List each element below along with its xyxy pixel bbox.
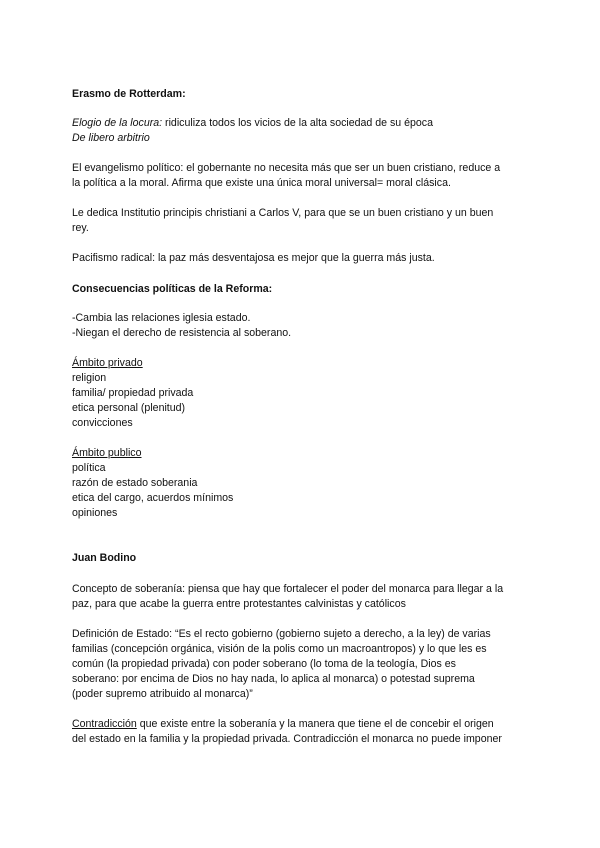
definicion-line-5: (poder supremo atribuido al monarca)” — [72, 688, 253, 700]
definicion-line-1: Definición de Estado: “Es el recto gobierno (gobierno sujeto a derecho, a la ley) de varias — [72, 628, 491, 640]
dedica-line-2: rey. — [72, 222, 89, 234]
definicion-line-2: familias (concepción orgánica, visión de la polis como un macroantropos) y lo que les es — [72, 643, 487, 655]
soberania-line-2: paz, para que acabe la guerra entre protestantes calvinistas y católicos — [72, 598, 406, 610]
publico-item: opiniones — [72, 507, 118, 519]
dedica-line-1: Le dedica Institutio principis christiani a Carlos V, para que se un buen cristiano y un buen — [72, 207, 494, 219]
privado-item: etica personal (plenitud) — [72, 402, 186, 414]
libero-title: De libero arbitrio — [72, 132, 150, 144]
privado-item: convicciones — [72, 417, 133, 429]
pacifismo-line: Pacifismo radical: la paz más desventajosa es mejor que la guerra más justa. — [72, 252, 435, 264]
evangelismo-line-2: la política a la moral. Afirma que existe una única moral universal= moral clásica. — [72, 177, 451, 189]
definicion-line-4: soberano: por encima de Dios no hay nada, lo aplica al monarca) o potestad suprema — [72, 673, 475, 685]
contradiccion-rest: que existe entre la soberanía y la manera que tiene el de concebir el origen — [136, 718, 494, 730]
publico-title: Ámbito publico — [72, 447, 142, 459]
reforma-point-2: -Niegan el derecho de resistencia al soberano. — [72, 327, 292, 339]
contradiccion-line-2: del estado en la familia y la propiedad privada. Contradicción el monarca no puede imponer — [72, 733, 502, 745]
definicion-line-3: común (la propiedad privada) con poder soberano (lo toma de la teología, Dios es — [72, 658, 456, 670]
elogio-title: Elogio de la locura: — [72, 117, 163, 129]
bodino-heading: Juan Bodino — [72, 552, 137, 564]
reforma-point-1: -Cambia las relaciones iglesia estado. — [72, 312, 251, 324]
privado-title: Ámbito privado — [72, 357, 143, 369]
publico-item: etica del cargo, acuerdos mínimos — [72, 492, 234, 504]
elogio-line — [72, 117, 433, 130]
contradiccion-word: Contradicción — [72, 718, 137, 730]
soberania-line-1: Concepto de soberanía: piensa que hay que fortalecer el poder del monarca para llegar a la — [72, 583, 504, 595]
contradiccion-line-1 — [72, 718, 494, 731]
privado-item: familia/ propiedad privada — [72, 387, 194, 399]
evangelismo-line-1: El evangelismo político: el gobernante no necesita más que ser un buen cristiano, reduce a — [72, 162, 501, 174]
erasmo-heading: Erasmo de Rotterdam: — [72, 88, 186, 100]
reforma-heading: Consecuencias políticas de la Reforma: — [72, 283, 273, 295]
elogio-desc: ridiculiza todos los vicios de la alta sociedad de su época — [162, 117, 433, 129]
publico-item: razón de estado soberania — [72, 477, 198, 489]
privado-item: religion — [72, 372, 107, 384]
publico-item: política — [72, 462, 106, 474]
